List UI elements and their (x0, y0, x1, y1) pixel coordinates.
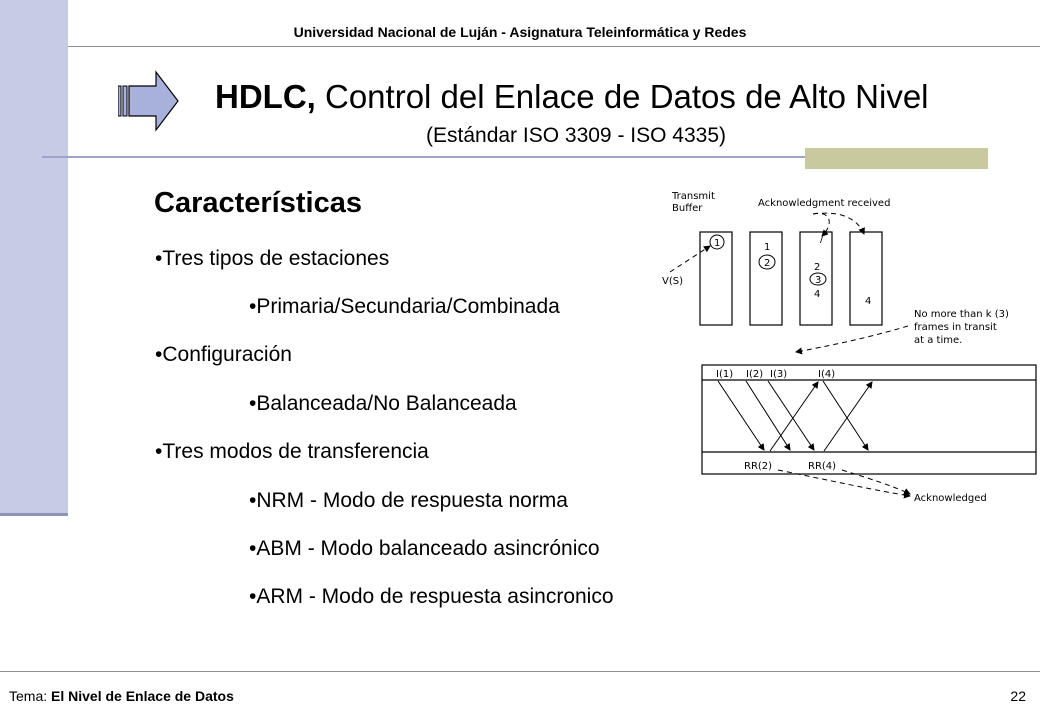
title-accent-block (805, 148, 988, 169)
ack-frame-label: RR(2) (744, 461, 773, 472)
window-limit-note: frames in transit (914, 322, 997, 333)
bullet-item: •NRM - Modo de respuesta norma (249, 489, 568, 512)
frame-label: I(2) (746, 369, 764, 380)
buffer-num: 1 (714, 238, 721, 249)
side-decoration-shadow (0, 513, 68, 516)
bullet-item: •Configuración (155, 343, 292, 366)
title-underline (42, 156, 862, 158)
transmit-buffer-label: Buffer (672, 203, 703, 214)
buffer-num: 4 (814, 289, 821, 300)
side-decoration-bar (0, 0, 68, 513)
bullet-item: •Tres tipos de estaciones (155, 247, 390, 270)
bullet-item: •Balanceada/No Balanceada (249, 392, 517, 415)
window-limit-note: at a time. (914, 335, 963, 346)
footer-divider (0, 671, 1040, 672)
ack-frame-label: RR(4) (808, 461, 837, 472)
bullet-item: •ARM - Modo de respuesta asincronico (249, 585, 614, 608)
section-heading: Características (154, 187, 362, 219)
sliding-window-diagram (658, 180, 1040, 510)
bullet-item: •Tres modos de transferencia (155, 440, 429, 463)
arrow-right-icon (118, 70, 180, 132)
frame-label: I(4) (818, 369, 836, 380)
ack-received-label: Acknowledgment received (758, 198, 891, 209)
slide-title: HDLC, Control del Enlace de Datos de Alto Nivel (215, 78, 929, 115)
buffer-num: 2 (764, 258, 771, 269)
buffer-num: 4 (865, 296, 872, 307)
buffer-num: 3 (815, 275, 822, 286)
buffer-num: 1 (764, 242, 771, 253)
page-number: 22 (1010, 688, 1026, 704)
frame-label: I(1) (716, 369, 734, 380)
buffer-num: / (820, 234, 824, 245)
header-divider (68, 46, 1040, 47)
frame-label: I(3) (770, 369, 788, 380)
acknowledged-label: Acknowledged (914, 493, 987, 504)
footer-topic: Tema: El Nivel de Enlace de Datos (9, 688, 234, 704)
window-limit-note: No more than k (3) (914, 309, 1009, 320)
header-institution: Universidad Nacional de Luján - Asignatura Teleinformática y Redes (293, 24, 747, 40)
slide-subtitle: (Estándar ISO 3309 - ISO 4335) (426, 124, 726, 147)
buffer-num: 2 (814, 262, 821, 273)
transmit-buffer-label: Transmit (672, 191, 715, 202)
buffer-box (850, 232, 882, 325)
bullet-item: •Primaria/Secundaria/Combinada (249, 295, 560, 318)
vs-label: V(S) (662, 276, 683, 287)
timeline-box (702, 365, 1036, 474)
bullet-item: •ABM - Modo balanceado asincrónico (249, 537, 600, 560)
